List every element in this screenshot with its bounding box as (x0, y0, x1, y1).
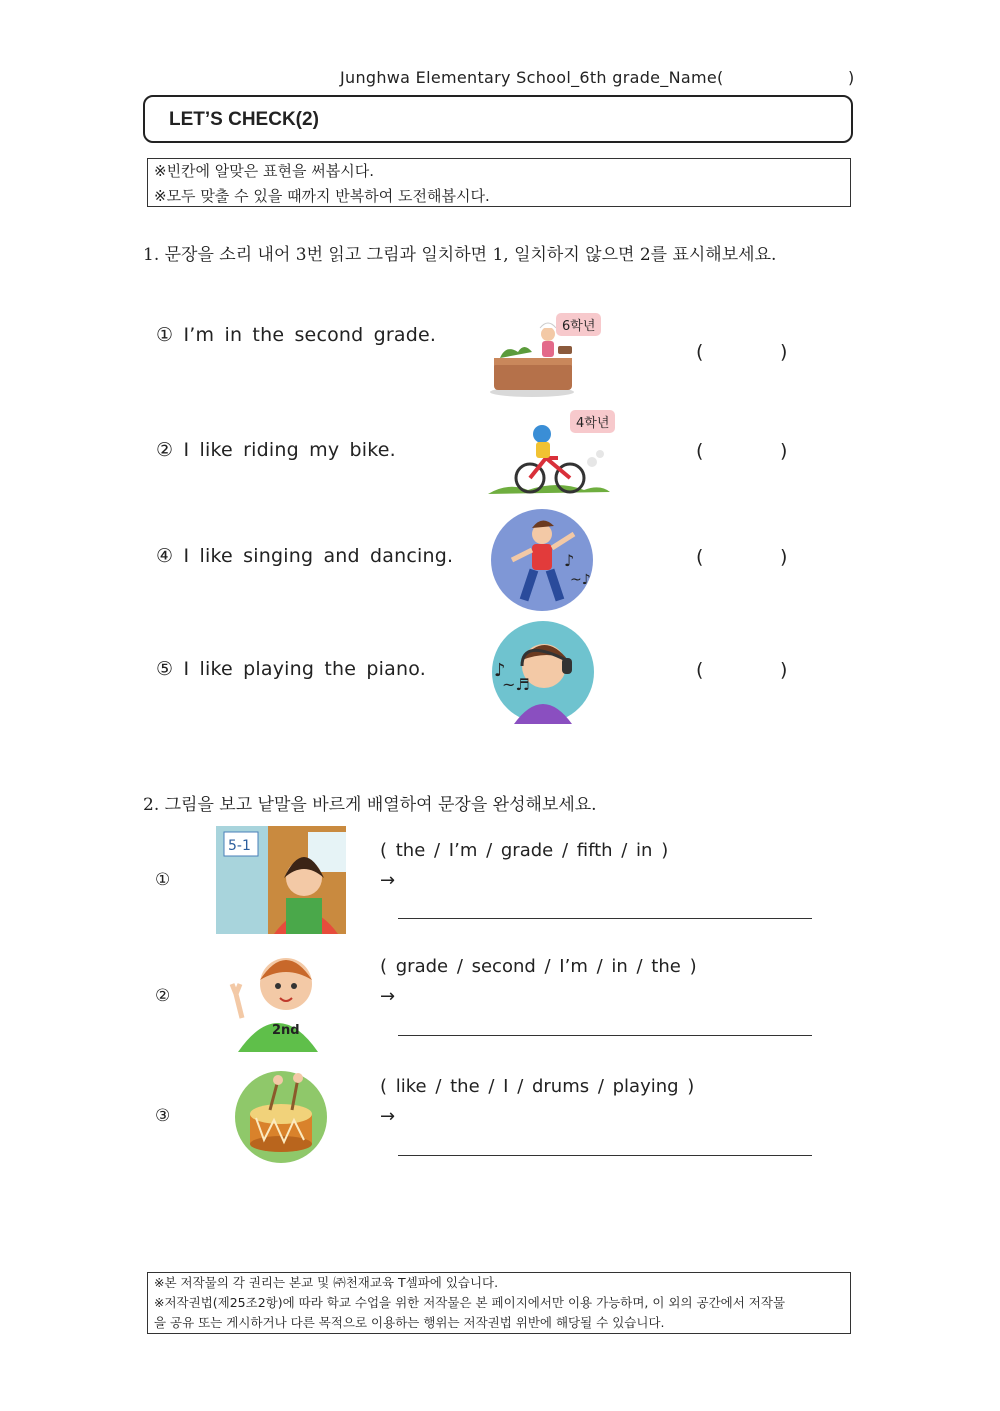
instruction-box (147, 158, 851, 207)
answer-close-paren: ) (780, 440, 788, 462)
word-bank: ( the / I’m / grade / fifth / in ) (380, 840, 669, 861)
boy-2nd-shirt-illustration (228, 946, 328, 1052)
grade-badge: 4학년 (570, 410, 615, 433)
section1-heading: 1. 문장을 소리 내어 3번 읽고 그림과 일치하면 1, 일치하지 않으면 2를 표시해보세요. (143, 245, 777, 265)
arrow-icon: → (380, 986, 396, 1007)
item-sentence: I’m in the second grade. (183, 324, 437, 346)
item-number: ③ (155, 1106, 171, 1126)
girl-classroom-5-1-illustration (216, 826, 346, 934)
drum-illustration (234, 1070, 328, 1164)
word-bank: ( grade / second / I’m / in / the ) (380, 956, 697, 977)
instruction-line: ※빈칸에 알맞은 표현을 써봅시다. (154, 162, 375, 180)
name-header-close: ) (848, 68, 855, 87)
worksheet-title: LET’S CHECK(2) (169, 109, 319, 130)
copyright-line: ※본 저작물의 각 권리는 본교 및 ㈜천재교육 T셀파에 있습니다. (154, 1275, 499, 1290)
boy-with-headphones-illustration (490, 620, 596, 724)
arrow-icon: → (380, 870, 396, 891)
section1-item (156, 439, 396, 461)
item-sentence: I like riding my bike. (183, 439, 396, 461)
item-number: ② (155, 986, 171, 1006)
section1-item (156, 324, 436, 346)
answer-line[interactable] (398, 918, 812, 919)
cooking-kid-illustration (486, 312, 618, 400)
item-number: ① (155, 870, 171, 890)
answer-close-paren: ) (780, 659, 788, 681)
answer-open-paren: ( (696, 659, 704, 681)
copyright-line: 을 공유 또는 게시하거나 다른 목적으로 이용하는 행위는 저작권법 위반에 해당될 수 있습니다. (154, 1315, 665, 1330)
class-sign: 5-1 (228, 838, 251, 854)
section1-item (156, 658, 426, 680)
svg-text:~♬: ~♬ (502, 675, 530, 694)
answer-line[interactable] (398, 1155, 812, 1156)
item-number: ⑤ (156, 658, 174, 680)
singing-dancing-boy-illustration (490, 508, 594, 612)
item-number: ① (156, 324, 174, 346)
copyright-box (147, 1272, 851, 1334)
svg-text:~♪: ~♪ (570, 572, 591, 588)
title-box (143, 95, 853, 143)
shirt-label: 2nd (272, 1023, 300, 1038)
answer-close-paren: ) (780, 341, 788, 363)
arrow-icon: → (380, 1106, 396, 1127)
section1-item (156, 545, 453, 567)
answer-open-paren: ( (696, 440, 704, 462)
name-header: Junghwa Elementary School_6th grade_Name( (340, 68, 724, 87)
item-number: ② (156, 439, 174, 461)
item-sentence: I like playing the piano. (183, 658, 426, 680)
answer-line[interactable] (398, 1035, 812, 1036)
answer-close-paren: ) (780, 546, 788, 568)
answer-open-paren: ( (696, 341, 704, 363)
instruction-line: ※모두 맞출 수 있을 때까지 반복하여 도전해봅시다. (154, 187, 490, 205)
answer-open-paren: ( (696, 546, 704, 568)
bike-rider-illustration (486, 408, 622, 498)
copyright-line: ※저작권법(제25조2항)에 따라 학교 수업을 위한 저작물은 본 페이지에서만 이용 가능하며, 이 외의 공간에서 저작물 (154, 1295, 786, 1310)
item-number: ④ (156, 545, 174, 567)
svg-text:♪: ♪ (494, 660, 506, 681)
section2-heading: 2. 그림을 보고 낱말을 바르게 배열하여 문장을 완성해보세요. (143, 795, 597, 815)
grade-badge: 6학년 (556, 313, 601, 336)
word-bank: ( like / the / I / drums / playing ) (380, 1076, 695, 1097)
item-sentence: I like singing and dancing. (183, 545, 454, 567)
svg-text:♪: ♪ (564, 551, 575, 570)
